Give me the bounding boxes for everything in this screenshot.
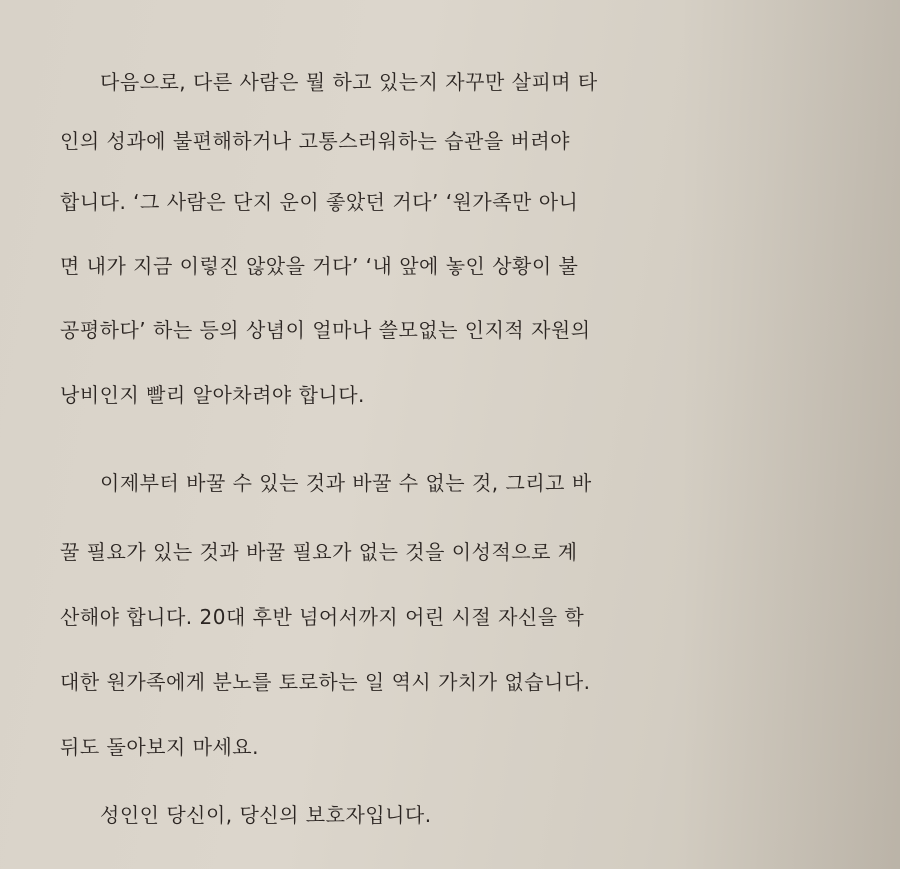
paragraph-3-line-1: 성인인 당신이, 당신의 보호자입니다. — [100, 803, 432, 827]
paragraph-2-line-3: 산해야 합니다. 20대 후반 넘어서까지 어린 시절 자신을 학 — [60, 605, 585, 629]
paragraph-2-line-2: 꿀 필요가 있는 것과 바꿀 필요가 없는 것을 이성적으로 계 — [60, 540, 578, 564]
paragraph-2-line-5: 뒤도 돌아보지 마세요. — [60, 735, 259, 759]
paragraph-2-line-4: 대한 원가족에게 분노를 토로하는 일 역시 가치가 없습니다. — [60, 670, 591, 694]
paragraph-2-line-1: 이제부터 바꿀 수 있는 것과 바꿀 수 없는 것, 그리고 바 — [100, 471, 592, 495]
paragraph-1-line-6: 낭비인지 빨리 알아차려야 합니다. — [60, 383, 365, 407]
paragraph-1-line-3: 합니다. ‘그 사람은 단지 운이 좋았던 거다’ ‘원가족만 아니 — [60, 190, 579, 214]
paragraph-1-line-4: 면 내가 지금 이렇진 않았을 거다’ ‘내 앞에 놓인 상황이 불 — [60, 254, 579, 278]
paragraph-1-line-1: 다음으로, 다른 사람은 뭘 하고 있는지 자꾸만 살피며 타 — [100, 70, 598, 94]
paragraph-1-line-5: 공평하다’ 하는 등의 상념이 얼마나 쓸모없는 인지적 자원의 — [60, 318, 591, 342]
paragraph-1-line-2: 인의 성과에 불편해하거나 고통스러워하는 습관을 버려야 — [60, 129, 570, 153]
